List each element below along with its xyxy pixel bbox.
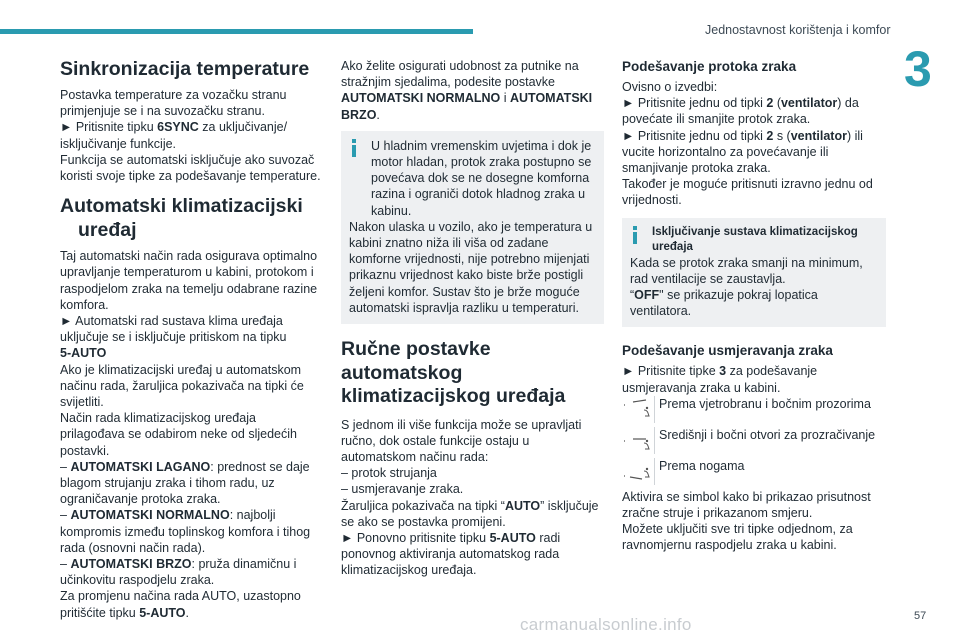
chapter-number: 3 [904, 41, 932, 97]
section-heading-auto-ac: Automatski klimatizacijski uređaj [60, 195, 303, 242]
instruction: ► Automatski rad sustava klima uređaja uključuje se i isključuje pritiskom na tipku 5-AUTO [60, 314, 287, 361]
subheading-air-distribution: Podešavanje usmjeravanja zraka [622, 343, 833, 359]
info-note [341, 131, 604, 324]
info-icon [349, 139, 359, 157]
instruction: ► Pritisnite jednu od tipki 2 (ventilator) da povećate ili smanjite protok zraka. [622, 96, 859, 127]
instruction: ► Pritisnite tipku 6SYNC za uključivanje/ isključivanje funkcije. [60, 120, 288, 151]
note-text: U hladnim vremenskim uvjetima i dok je motor hladan, protok zraka postupno se povećava dok se ne dosegne komforna razina i ograniči dotok hladnog zraka u kabinu. [371, 138, 592, 218]
paragraph: Za promjenu načina rada AUTO, uzastopno pritišćite tipku 5-AUTO. [60, 589, 301, 620]
page-number: 57 [914, 610, 927, 622]
paragraph: Žaruljica pokazivača na tipki “AUTO” isključuje se ako se postavka promijeni. [341, 498, 599, 529]
note-text: “OFF" se prikazuje pokraj lopatica ventilatora. [630, 288, 818, 319]
subheading-air-flow: Podešavanje protoka zraka [622, 59, 797, 74]
paragraph: Funkcija se automatski isključuje ako suvozač koristi svoje tipke za podešavanje temperature. [60, 152, 321, 184]
list-item: – AUTOMATSKI LAGANO: prednost se daje blagom strujanju zraka i tihom radu, uz ograničavanje protoka zraka. [60, 459, 310, 507]
instruction: ► Pritisnite jednu od tipki 2 s (ventilator) ili vucite horizontalno za povećavanje ili smanjivanje protoka zraka. [622, 128, 863, 176]
note-text: Nakon ulaska u vozilo, ako je temperatura u kabini znatno niža ili viša od zadane komforne vrijednosti, nije potrebno mijenjati prikaznu vrijednost kako biste brže postigli željeni komfor. Sustav što je brže moguće automatski ispravlja razliku u temperaturi. [349, 219, 593, 315]
instruction: ► Pritisnite tipke 3 za podešavanje usmjeravanja zraka u kabini. [622, 364, 818, 395]
vent-label: Središnji i bočni otvori za prozračivanje [659, 427, 876, 442]
running-header: Jednostavnost korištenja i komfor [705, 23, 891, 37]
paragraph: Možete uključiti sve tri tipke odjednom, za ravnomjernu raspodjelu zraka u kabini. [622, 522, 853, 553]
watermark: carmanualsonline.info [520, 615, 692, 634]
paragraph: Način rada klimatizacijskog uređaja prilagođava se odabirom neke od sljedećih postavki. [60, 411, 297, 458]
column-3 [622, 58, 886, 554]
windscreen-vent-icon [622, 396, 655, 423]
note-text: Kada se protok zraka smanji na minimum, rad ventilacije se zaustavlja. [630, 255, 863, 286]
vent-option-footwell [622, 458, 886, 489]
paragraph: Ako je klimatizacijski uređaj u automatskom načinu rada, žaruljica pokazivača na tipki će svijetliti. [60, 362, 304, 410]
section-heading-manual-settings: Ručne postavke automatskog klimatizacijskog uređaja [341, 338, 566, 408]
paragraph: Postavka temperature za vozačku stranu primjenjuje se i na suvozačku stranu. [60, 88, 287, 119]
vent-label: Prema vjetrobranu i bočnim prozorima [659, 396, 871, 411]
center-vent-icon [622, 427, 655, 454]
column-1 [60, 58, 322, 621]
paragraph: Aktivira se simbol kako bi prikazao prisutnost zračne struje i prikazanom smjeru. [622, 489, 871, 521]
vent-label: Prema nogama [659, 458, 745, 473]
paragraph: Ovisno o izvedbi: [622, 80, 718, 94]
note-title: Isključivanje sustava klimatizacijskog uređaja [652, 225, 858, 253]
instruction: ► Ponovno pritisnite tipku 5-AUTO radi ponovnog aktiviranja automatskog rada klimatizacijskog uređaja. [341, 530, 561, 578]
footwell-vent-icon [622, 458, 655, 485]
info-icon [630, 226, 640, 244]
paragraph: Ako želite osigurati udobnost za putnike na stražnjim sjedalima, podesite postavke AUTOMATSKI NORMALNO i AUTOMATSKI BRZO. [341, 59, 593, 122]
vent-option-windscreen [622, 396, 886, 427]
vent-option-center [622, 427, 886, 458]
list-item: – AUTOMATSKI BRZO: pruža dinamičnu i učinkovitu raspodjelu zraka. [60, 557, 297, 588]
info-note [622, 218, 886, 328]
header-accent-bar [0, 29, 473, 34]
paragraph: Taj automatski način rada osigurava optimalno upravljanje temperaturom u kabini, protokom i raspodjelom zraka na temelju odabrane razine komfora. [60, 249, 318, 312]
section-heading-temp-sync: Sinkronizacija temperature [60, 58, 310, 80]
list-item: – protok strujanja [341, 466, 437, 481]
list-item: – AUTOMATSKI NORMALNO: najbolji kompromis između toplinskog komfora i tihog rada (osnovni način rada). [60, 508, 311, 555]
paragraph: Također je moguće pritisnuti izravno jednu od vrijednosti. [622, 177, 873, 208]
column-2 [341, 58, 604, 579]
list-item: – usmjeravanje zraka. [341, 482, 464, 497]
paragraph: S jednom ili više funkcija može se upravljati ručno, dok ostale funkcije ostaju u automatskom načinu rada: [341, 417, 582, 464]
